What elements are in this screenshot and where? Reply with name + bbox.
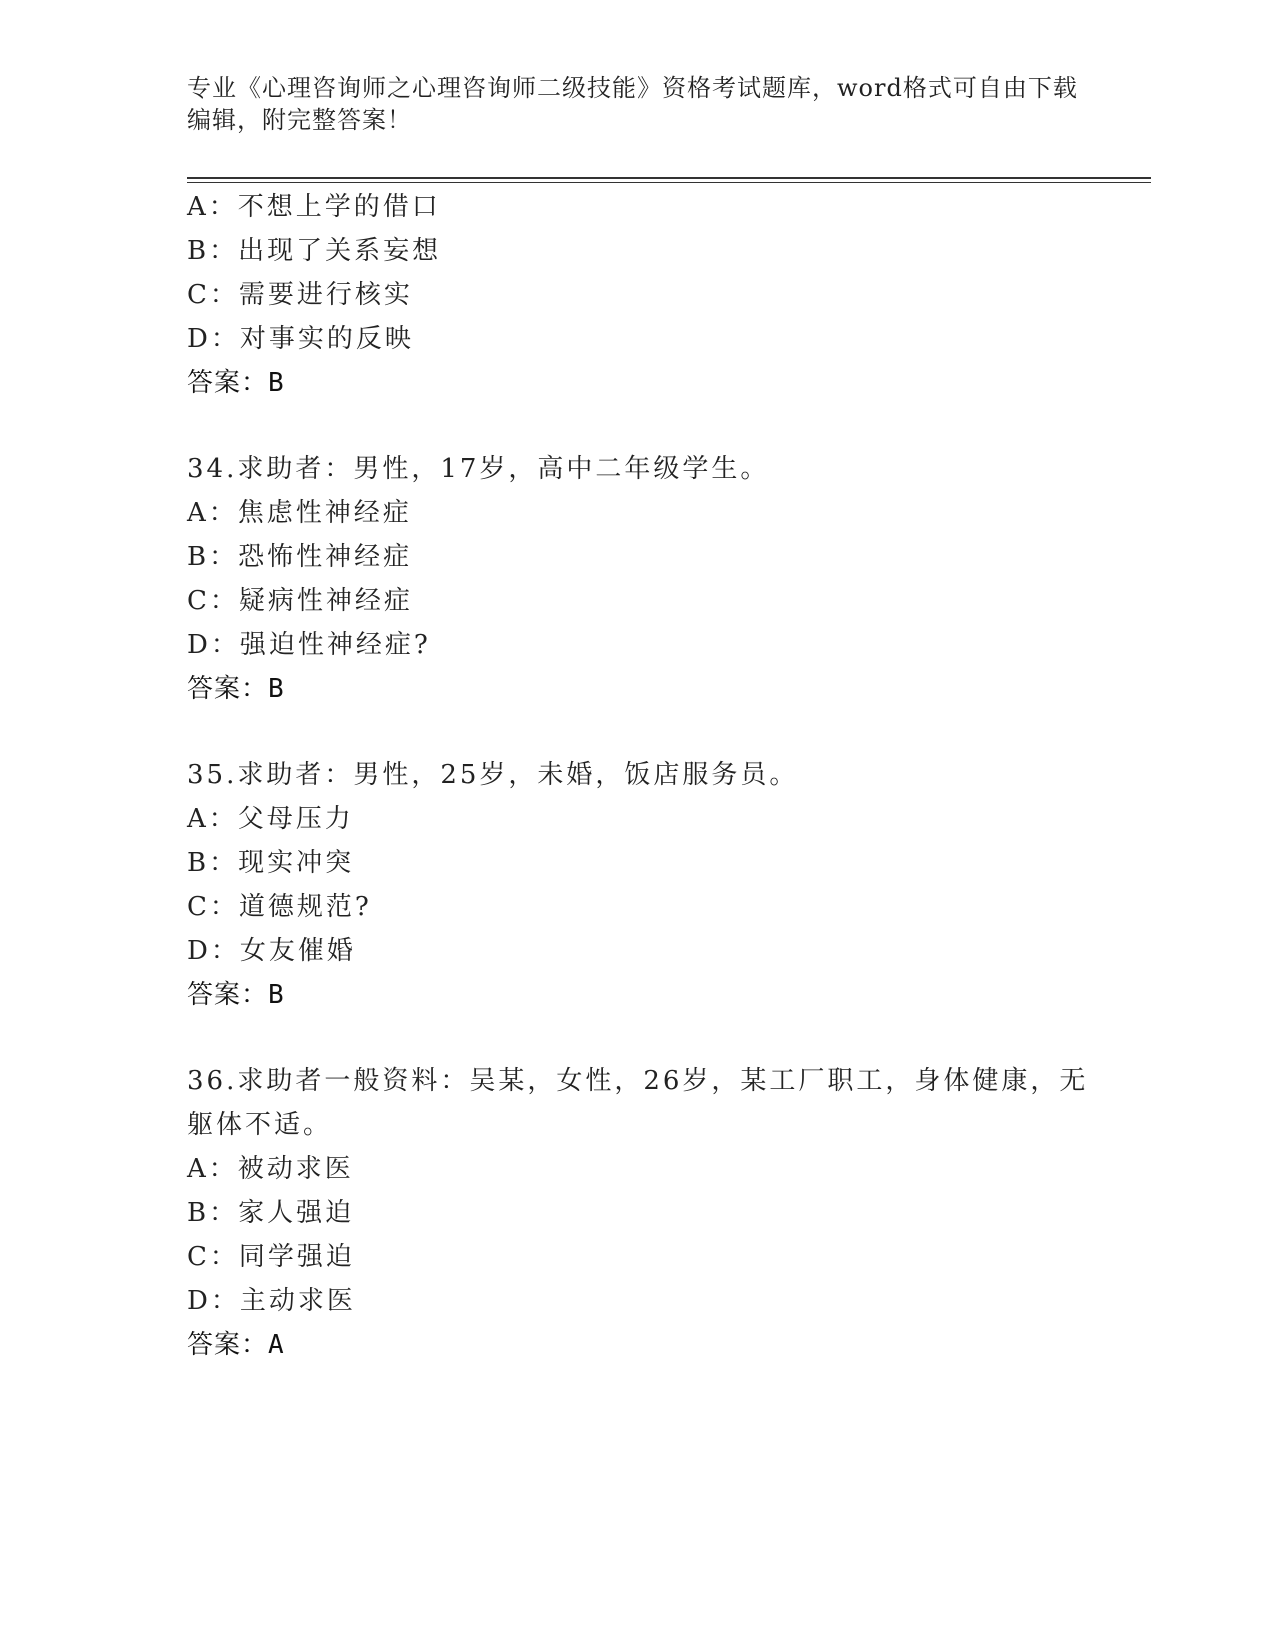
answer-label: 答案： — [187, 980, 269, 1010]
option-b: B：恐怖性神经症 — [187, 542, 413, 572]
answer-line — [187, 672, 285, 706]
option-d: D：对事实的反映 — [187, 324, 414, 354]
question-stem-line-2: 躯体不适。 — [187, 1110, 333, 1140]
header-divider — [187, 177, 1151, 183]
option-d: D：强迫性神经症? — [187, 630, 431, 660]
option-c: C：疑病性神经症 — [187, 586, 413, 616]
answer-line — [187, 366, 285, 400]
option-c: C：道德规范? — [187, 892, 372, 922]
answer-label: 答案： — [187, 368, 269, 398]
question-stem: 35.求助者：男性，25岁，未婚，饭店服务员。 — [187, 760, 799, 790]
answer-value: B — [268, 368, 285, 398]
question-stem: 34.求助者：男性，17岁，高中二年级学生。 — [187, 454, 770, 484]
question-stem-line-1: 36.求助者一般资料：吴某，女性，26岁，某工厂职工，身体健康，无 — [187, 1066, 1089, 1096]
option-d: D：女友催婚 — [187, 936, 356, 966]
header-line-1: 专业《心理咨询师之心理咨询师二级技能》资格考试题库，word格式可自由下载 — [187, 74, 1078, 102]
answer-line — [187, 1328, 285, 1362]
answer-value: B — [268, 980, 285, 1010]
document-header — [187, 72, 1078, 136]
answer-label: 答案： — [187, 1330, 269, 1360]
answer-label: 答案： — [187, 674, 269, 704]
header-line-2: 编辑，附完整答案！ — [187, 106, 412, 134]
option-b: B：出现了关系妄想 — [187, 236, 442, 266]
option-a: A：不想上学的借口 — [187, 192, 441, 222]
option-a: A：被动求医 — [187, 1154, 354, 1184]
option-b: B：现实冲突 — [187, 848, 355, 878]
option-b: B：家人强迫 — [187, 1198, 355, 1228]
option-c: C：同学强迫 — [187, 1242, 355, 1272]
option-d: D：主动求医 — [187, 1286, 356, 1316]
answer-value: B — [268, 674, 285, 704]
option-a: A：父母压力 — [187, 804, 354, 834]
answer-line — [187, 978, 285, 1012]
option-a: A：焦虑性神经症 — [187, 498, 412, 528]
option-c: C：需要进行核实 — [187, 280, 413, 310]
answer-value: A — [268, 1330, 285, 1360]
